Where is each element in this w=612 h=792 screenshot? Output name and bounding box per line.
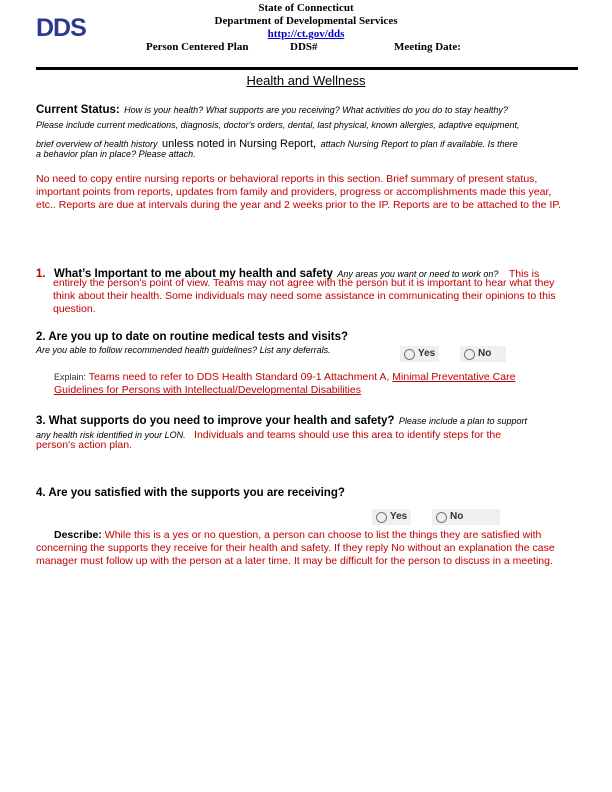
q4-describe-text: While this is a yes or no question, a person can choose to list the things they are satisfied with concerning the supports they receive for their health and safety. If they reply No without an explanation the case manager must follow up with the person at a later time. It may be difficult for the person to discuss in a meeting. [36, 529, 555, 567]
radio-icon [436, 512, 447, 523]
current-status-attach: attach Nursing Report to plan if available. Is there [320, 139, 518, 149]
q2-no-option[interactable] [460, 346, 506, 362]
header-plan: Person Centered Plan [146, 41, 249, 53]
current-status-history: brief overview of health history [36, 139, 158, 149]
radio-icon [376, 512, 387, 523]
section-title: Health and Wellness [246, 73, 366, 88]
q1-guidance-start: This is [508, 268, 540, 280]
header-dds-number: DDS# [290, 41, 318, 53]
q2-no-label: No [478, 348, 492, 359]
q3-hint-a: Please include a plan to support [398, 416, 528, 426]
current-status-line2: Please include current medications, diagnosis, doctor's orders, dental, last physical, known allergies, adaptive equipment, [36, 120, 520, 130]
current-status-line4: a behavior plan in place? Please attach. [36, 149, 196, 159]
q4-no-label: No [450, 511, 464, 522]
header-department: Department of Developmental Services [214, 15, 398, 27]
q4-title: 4. Are you satisfied with the supports you are receiving? [36, 487, 345, 499]
current-status-question: How is your health? What supports are you receiving? What activities do you do to stay healthy? [124, 105, 508, 115]
q3-guidance-a: Individuals and teams should use this area to identify steps for the [194, 429, 502, 441]
header-url-link[interactable]: http://ct.gov/dds [267, 28, 345, 40]
header-divider [36, 67, 578, 70]
header-meeting-date: Meeting Date: [394, 41, 461, 53]
q2-explain-label: Explain: [54, 372, 87, 382]
q2-guidelines-link-cont[interactable]: Guidelines for Persons with Intellectual/Developmental Disabilities [54, 384, 361, 396]
q2-explain [54, 371, 554, 397]
radio-icon [404, 349, 415, 360]
q4-describe [36, 529, 570, 568]
q1-guidance: entirely the person's point of view. Teams may not agree with the person but it is important to hear what they think about their health. Some individuals may need some assistance in communicating their opinions to this question. [53, 277, 556, 315]
q1-hint: Any areas you want or need to work on? [337, 269, 499, 279]
q2-explain-text: Teams need to refer to DDS Health Standard 09-1 Attachment A, [88, 371, 390, 383]
current-status-line1 [36, 100, 596, 118]
q2-yes-label: Yes [418, 348, 436, 359]
current-status-label: Current Status: [36, 104, 120, 116]
current-status-guidance: No need to copy entire nursing reports or behavioral reports in this section. Brief summary of present status, important points from reports, updates from family and providers, progress or accomplishments made this year, etc.. Reports are due at intervals during the year and 2 weeks prior to the IP. Reports are to be attached to the IP. [36, 173, 561, 211]
radio-icon [464, 349, 475, 360]
q2-yes-option[interactable] [400, 346, 439, 362]
q2-hint: Are you able to follow recommended health guidelines? List any deferrals. [36, 345, 331, 355]
q4-no-option[interactable] [432, 509, 500, 525]
q2-guidelines-link[interactable]: Minimal Preventative Care [392, 371, 516, 383]
dds-logo-text: DDS [36, 14, 86, 40]
q4-describe-label: Describe: [54, 529, 102, 541]
q4-yes-label: Yes [390, 511, 408, 522]
q3-guidance-b: person's action plan. [36, 439, 132, 451]
q1-title: What’s Important to me about my health and safety [54, 268, 333, 280]
q3-hint-b: any health risk identified in your LON. [36, 430, 186, 440]
current-status-nursing: unless noted in Nursing Report, [162, 138, 317, 150]
q3-title: 3. What supports do you need to improve your health and safety? [36, 415, 395, 427]
q2-title: 2. Are you up to date on routine medical tests and visits? [36, 331, 349, 343]
q4-yes-option[interactable] [372, 509, 411, 525]
header-state: State of Connecticut [258, 2, 354, 14]
q1-number: 1. [36, 268, 46, 280]
